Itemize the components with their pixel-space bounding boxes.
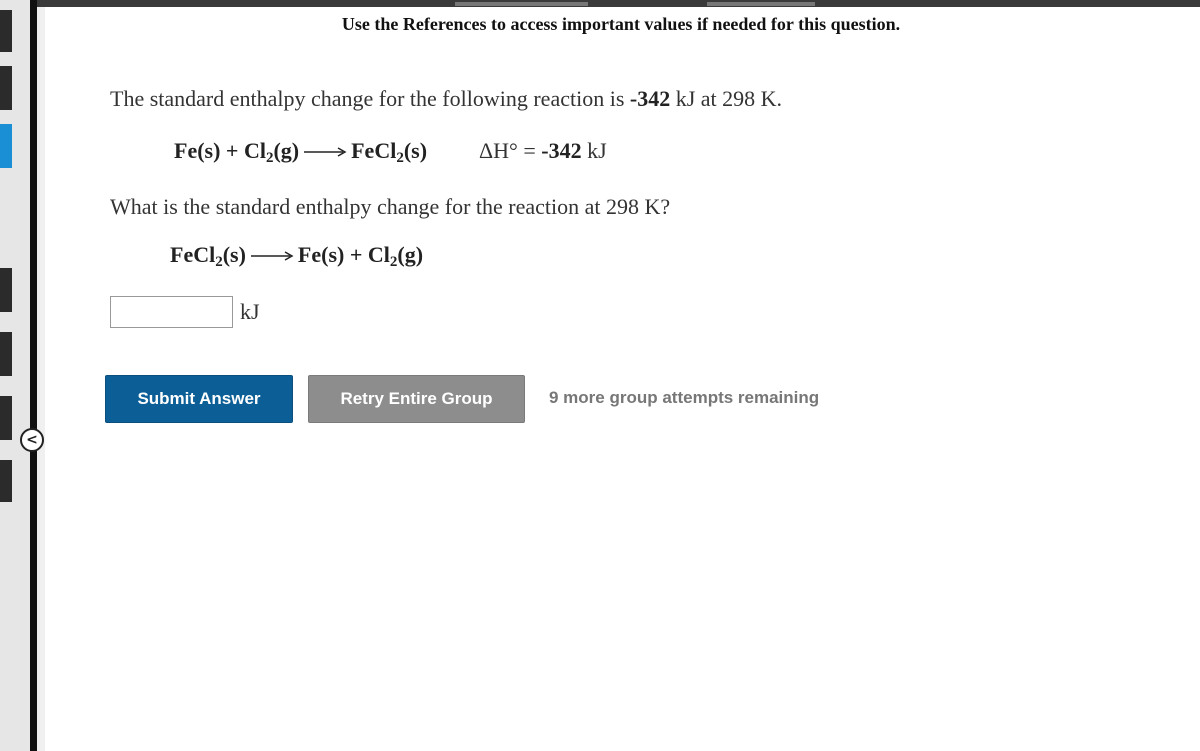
left-sidebar — [0, 0, 30, 751]
answer-unit-label: kJ — [240, 299, 260, 324]
submit-answer-button[interactable]: Submit Answer — [105, 375, 293, 423]
enthalpy-answer-input[interactable] — [110, 296, 233, 328]
question-prompt: What is the standard enthalpy change for the reaction at 298 K? — [110, 194, 671, 219]
sidebar-tab[interactable] — [0, 396, 12, 440]
retry-entire-group-button[interactable]: Retry Entire Group — [308, 375, 525, 423]
intro-text-end: kJ at 298 K. — [670, 86, 783, 111]
reaction-arrow-icon — [303, 146, 347, 158]
reaction-equation-2 — [170, 242, 423, 268]
sidebar-tab[interactable] — [0, 268, 12, 312]
products: FeCl$_2$(s) — [351, 138, 428, 166]
reactants: $Fe(s) + Cl_2(g)$ — [174, 138, 300, 166]
attempts-remaining-text: 9 more group attempts remaining — [549, 388, 820, 407]
sidebar-tab[interactable] — [0, 332, 12, 376]
content-edge — [37, 7, 45, 751]
references-note: Use the References to access important values if needed for this question. — [341, 14, 901, 34]
sidebar-tab[interactable] — [0, 66, 12, 110]
delta-h-reaction-1: ΔH° = -342 kJ — [479, 138, 607, 163]
panel-divider — [30, 0, 37, 751]
intro-enthalpy-value: -342 — [629, 86, 671, 111]
question-intro — [110, 86, 782, 112]
collapse-sidebar-chevron-left-icon[interactable]: < — [20, 428, 44, 452]
reaction-equation-1 — [174, 138, 427, 164]
products: $Fe(s) + Cl_2(g)$ — [297, 242, 424, 270]
sidebar-tab[interactable] — [0, 460, 12, 502]
reaction-arrow-icon — [250, 250, 294, 262]
toolbar-tab-edge[interactable] — [455, 2, 588, 6]
reactant: FeCl$_2$(s) — [170, 242, 246, 270]
intro-text: The standard enthalpy change for the following reaction is — [110, 86, 630, 111]
delta-h-value: -342 — [541, 138, 582, 163]
top-toolbar-strip — [37, 0, 1200, 7]
sidebar-tab-active[interactable] — [0, 124, 12, 168]
toolbar-tab-edge[interactable] — [707, 2, 815, 6]
